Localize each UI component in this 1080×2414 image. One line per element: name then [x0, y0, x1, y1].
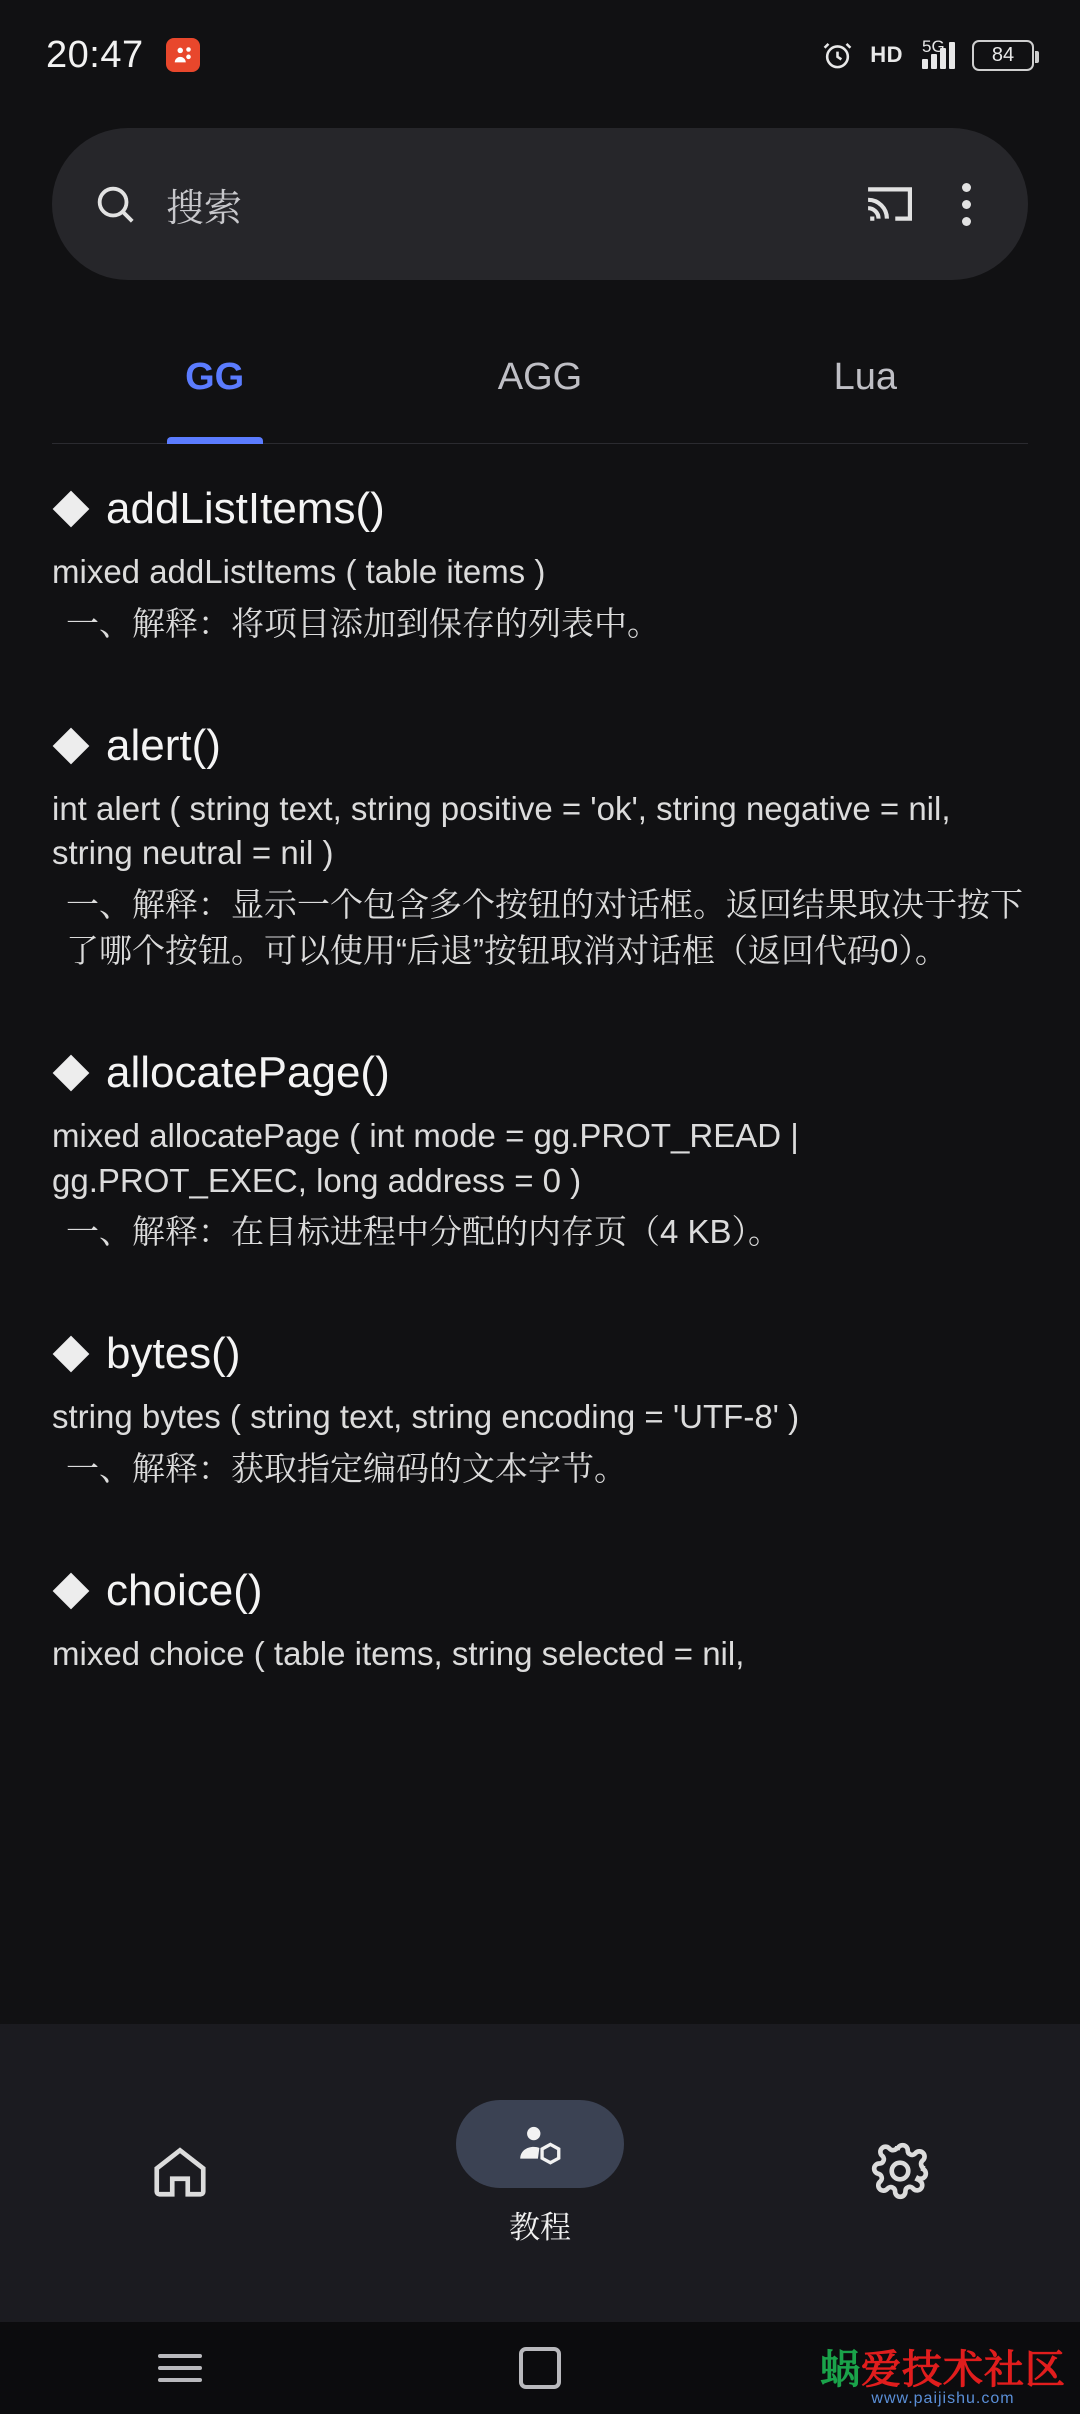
search-icon[interactable] — [92, 181, 138, 227]
tab-lua[interactable] — [703, 348, 1028, 444]
network-signal-icon — [920, 37, 955, 69]
nav-item-tutorial-label: 教程 — [509, 2209, 571, 2245]
cast-icon[interactable] — [862, 181, 916, 227]
entry-name: addListItems() — [106, 484, 385, 533]
entry-name: alert() — [106, 720, 221, 770]
entry-signature: mixed choice ( table items, string selected = nil, — [52, 1635, 745, 1673]
entry-header — [52, 1566, 1028, 1616]
network-label: 5G — [922, 37, 945, 56]
list-item[interactable] — [52, 1329, 1028, 1492]
diamond-bullet-icon — [53, 1336, 90, 1373]
entry-signature: mixed allocatePage ( int mode = gg.PROT_READ | gg.PROT_EXEC, long address = 0 ) — [52, 1117, 799, 1199]
entry-signature: string bytes ( string text, string encoding = 'UTF-8' ) — [52, 1398, 800, 1436]
entry-description: 一、解释：获取指定编码的文本字节。 — [66, 1450, 627, 1488]
status-left — [46, 34, 200, 77]
tutorial-icon — [456, 2100, 624, 2188]
watermark-sub: www.paijishu.com — [871, 2390, 1015, 2408]
entry-header — [52, 721, 1028, 771]
search-input[interactable]: 搜索 — [166, 187, 243, 230]
status-clock: 20:47 — [46, 33, 144, 76]
list-item[interactable] — [52, 721, 1028, 974]
nav-item-tutorial[interactable] — [360, 2100, 720, 2247]
search-bar-container — [0, 110, 1080, 444]
app-notification-icon — [166, 38, 200, 72]
status-bar — [0, 0, 1080, 110]
tab-bar — [52, 348, 1028, 444]
bottom-navigation — [0, 2024, 1080, 2322]
search-bar[interactable] — [52, 128, 1028, 280]
tab-gg-label: GG — [185, 356, 245, 398]
tab-agg[interactable] — [377, 348, 702, 444]
status-right — [822, 37, 1034, 71]
entry-header — [52, 1048, 1028, 1098]
entry-description: 一、解释：将项目添加到保存的列表中。 — [66, 604, 660, 642]
entry-header — [52, 484, 1028, 534]
list-item[interactable] — [52, 484, 1028, 647]
diamond-bullet-icon — [53, 1055, 90, 1092]
entry-description: 一、解释：显示一个包含多个按钮的对话框。返回结果取决于按下了哪个按钮。可以使用“后退”按钮取消对话框（返回代码0）。 — [66, 885, 1023, 970]
api-list[interactable] — [0, 438, 1080, 2024]
watermark — [820, 2349, 1066, 2408]
entry-header — [52, 1329, 1028, 1379]
diamond-bullet-icon — [53, 491, 90, 528]
nav-item-home[interactable] — [0, 2140, 360, 2207]
diamond-bullet-icon — [53, 1573, 90, 1610]
settings-gear-icon — [869, 2140, 931, 2207]
watermark-main-suffix: 爱技术社区 — [861, 2348, 1066, 2393]
entry-description: 一、解释：在目标进程中分配的内存页（4 KB）。 — [66, 1213, 782, 1251]
entry-signature: mixed addListItems ( table items ) — [52, 553, 546, 590]
hd-icon: HD — [870, 42, 903, 67]
entry-name: bytes() — [106, 1329, 241, 1379]
nav-item-settings[interactable] — [720, 2140, 1080, 2207]
battery-level: 84 — [991, 43, 1015, 66]
entry-signature: int alert ( string text, string positive = 'ok', string negative = nil, string neutral = nil ) — [52, 789, 951, 872]
tab-agg-label: AGG — [497, 356, 583, 398]
list-item[interactable] — [52, 1048, 1028, 1255]
recents-icon[interactable] — [0, 2354, 360, 2382]
entry-name: allocatePage() — [106, 1048, 390, 1098]
more-vertical-icon[interactable] — [944, 183, 988, 226]
battery-indicator — [972, 40, 1034, 71]
home-icon — [149, 2140, 211, 2207]
list-item[interactable] — [52, 1566, 1028, 1677]
tab-gg[interactable] — [52, 348, 377, 444]
tab-lua-label: Lua — [833, 356, 898, 398]
watermark-main — [820, 2349, 1066, 2391]
home-square-icon[interactable] — [360, 2347, 720, 2389]
diamond-bullet-icon — [53, 727, 90, 764]
alarm-clock-icon — [822, 40, 853, 71]
entry-name: choice() — [106, 1566, 263, 1616]
watermark-main-prefix: 蜗 — [820, 2348, 861, 2393]
